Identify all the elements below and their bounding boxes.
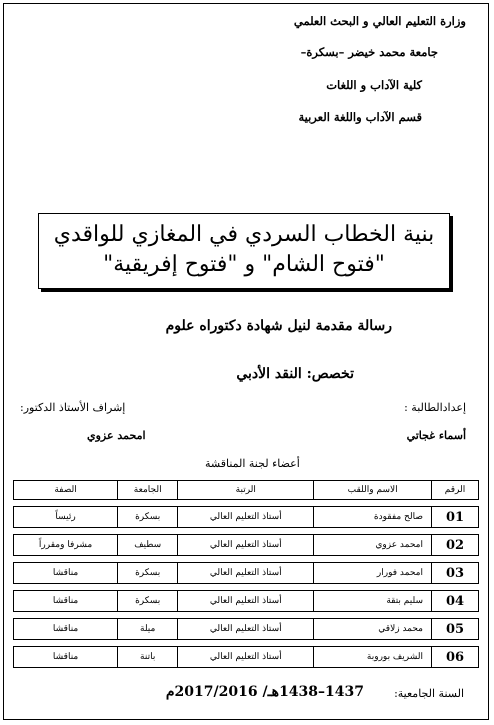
row-rank: أستاذ التعليم العالي [178, 591, 314, 612]
row-num: 04 [432, 591, 479, 612]
thesis-title-line2: "فتوح الشام" و "فتوح إفريقية" [103, 252, 385, 277]
row-name: الشريف بوروبة [314, 647, 432, 668]
header-num: الرقم [432, 481, 479, 500]
degree-statement: رسالة مقدمة لنيل شهادة دكتوراه علوم [165, 318, 392, 334]
table-row [14, 619, 479, 640]
student-label: إعدادالطالبة : [404, 401, 466, 414]
row-num: 02 [432, 535, 479, 556]
thesis-title-box [38, 213, 450, 289]
supervisor-name: امحمد عزوي [87, 429, 146, 442]
row-role: مناقشا [14, 591, 118, 612]
row-role: رئيساً [14, 507, 118, 528]
academic-year-label: السنة الجامعية: [394, 687, 464, 700]
academic-year-value: 1437–1438هـ/ 2017/2016م [165, 684, 364, 700]
header-role: الصفة [14, 481, 118, 500]
row-univ: ميلة [118, 619, 178, 640]
row-rank: أستاذ التعليم العالي [178, 619, 314, 640]
row-num: 05 [432, 619, 479, 640]
row-rank: أستاذ التعليم العالي [178, 535, 314, 556]
committee-caption: أعضاء لجنة المناقشة [205, 457, 300, 470]
department-name: قسم الآداب واللغة العربية [298, 110, 422, 124]
row-num: 06 [432, 647, 479, 668]
ministry-name: وزارة التعليم العالي و البحث العلمي [293, 14, 466, 28]
header-name: الاسم واللقب [314, 481, 432, 500]
table-row [14, 591, 479, 612]
table-row [14, 647, 479, 668]
table-row [14, 563, 479, 584]
row-num: 03 [432, 563, 479, 584]
header-univ: الجامعة [118, 481, 178, 500]
row-name: امحمد فورار [314, 563, 432, 584]
row-univ: باتنة [118, 647, 178, 668]
table-row [14, 535, 479, 556]
row-name: امحمد عزوي [314, 535, 432, 556]
thesis-title-line1: بنية الخطاب السردي في المغازي للواقدي [53, 222, 435, 247]
row-role: مناقشا [14, 647, 118, 668]
specialty: تخصص: النقد الأدبي [236, 366, 354, 382]
faculty-name: كلية الآداب و اللغات [326, 78, 422, 92]
row-name: صالح مفقودة [314, 507, 432, 528]
row-rank: أستاذ التعليم العالي [178, 563, 314, 584]
row-univ: بسكرة [118, 507, 178, 528]
row-name: محمد زلاقي [314, 619, 432, 640]
academic-year [166, 684, 364, 700]
committee-table [13, 480, 479, 668]
table-row [14, 507, 479, 528]
university-name: جامعة محمد خيضر –بسكرة– [300, 45, 438, 59]
row-univ: سطيف [118, 535, 178, 556]
header-rank: الرتبة [178, 481, 314, 500]
row-rank: أستاذ التعليم العالي [178, 507, 314, 528]
supervisor-label: إشراف الأستاذ الدكتور: [20, 401, 126, 414]
row-univ: بسكرة [118, 563, 178, 584]
row-role: مشرفا ومقرراً [14, 535, 118, 556]
row-role: مناقشا [14, 619, 118, 640]
student-name: أسماء غجاتي [406, 429, 466, 442]
row-num: 01 [432, 507, 479, 528]
row-role: مناقشا [14, 563, 118, 584]
row-rank: أستاذ التعليم العالي [178, 647, 314, 668]
row-name: سليم بتقة [314, 591, 432, 612]
table-header-row [14, 481, 479, 500]
row-univ: بسكرة [118, 591, 178, 612]
